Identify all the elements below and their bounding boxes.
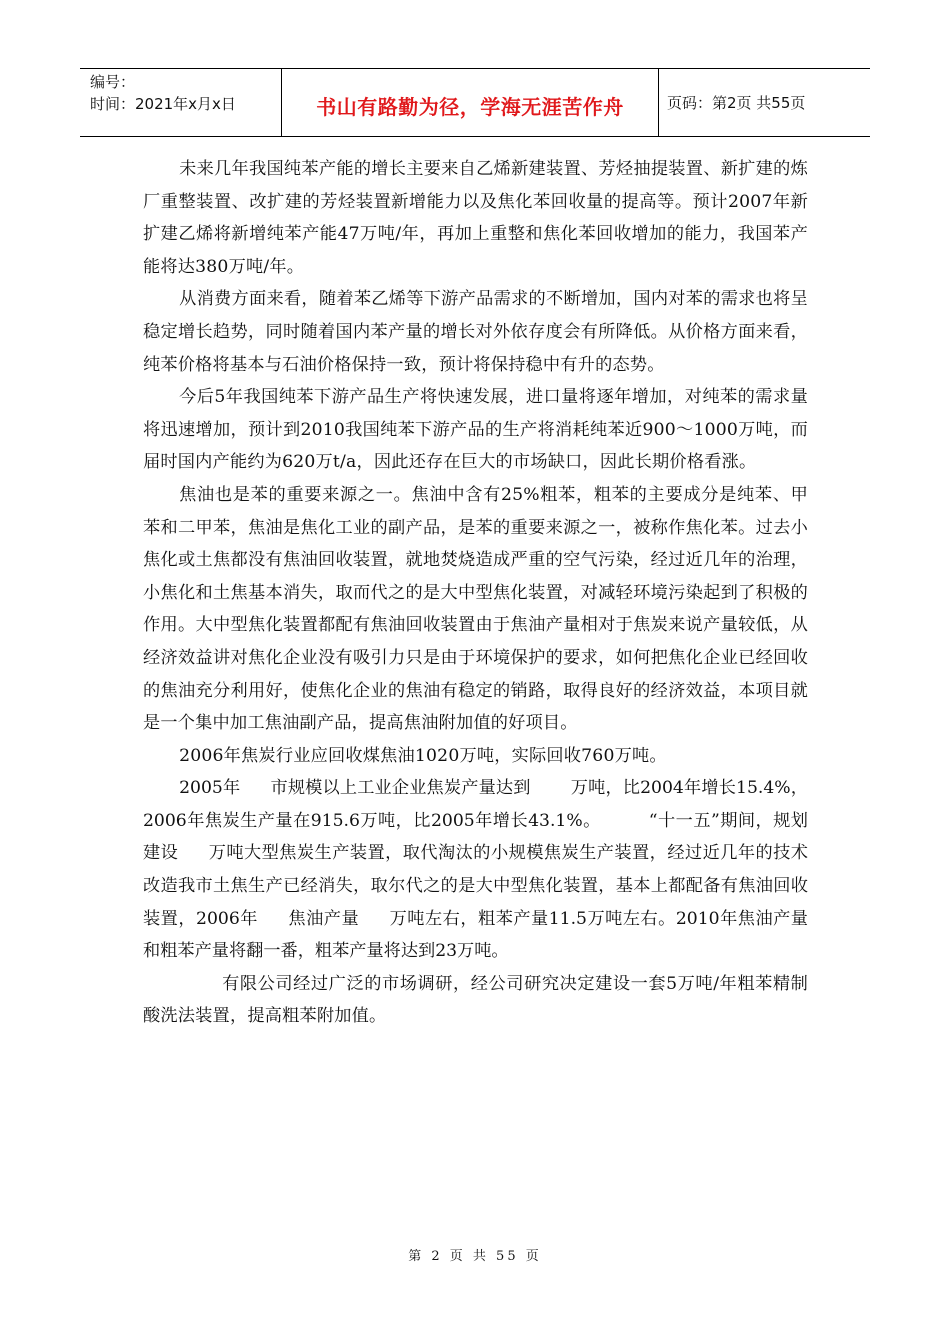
paragraph-downstream: 今后5年我国纯苯下游产品生产将快速发展，进口量将逐年增加，对纯苯的需求量将迅速增加，预计到2010我国纯苯下游产品的生产将消耗纯苯近900～1000万吨，而届时国内产能约为620万t/a，因此还存在巨大的市场缺口，因此长期价格看涨。 bbox=[143, 387, 808, 473]
page-info: 页码：第2页 共55页 bbox=[667, 94, 806, 112]
header-meta-cell bbox=[80, 69, 282, 136]
paragraph-tar: 焦油也是苯的重要来源之一。焦油中含有25%粗苯，粗苯的主要成分是纯苯、甲苯和二甲苯，焦油是焦化工业的副产品，是苯的重要来源之一，被称作焦化苯。过去小焦化或土焦都没有焦油回收装置，就地焚烧造成严重的空气污染，经过近几年的治理，小焦化和土焦基本消失，取而代之的是大中型焦化装置，对减轻环境污染起到了积极的作用。大中型焦化装置都配有焦油回收装置由于焦油产量相对于焦炭来说产量较低，从经济效益讲对焦化企业没有吸引力只是由于环境保护的要求，如何把焦化企业已经回收的焦油充分利用好，使焦化企业的焦油有稳定的销路，取得良好的经济效益，本项目就是一个集中加工焦油副产品，提高焦油附加值的好项目。 bbox=[143, 484, 808, 734]
time-label: 时间：2021年x月x日 bbox=[90, 95, 236, 113]
paragraph-capacity: 未来几年我国纯苯产能的增长主要来自乙烯新建装置、芳烃抽提装置、新扩建的炼厂重整装置、改扩建的芳烃装置新增能力以及焦化苯回收量的提高等。预计2007年新扩建乙烯将新增纯苯产能47万吨/年，再加上重整和焦化苯回收增加的能力，我国苯产能将达380万吨/年。 bbox=[143, 159, 808, 277]
text-segment: 有限公司经过广泛的市场调研，经公司研究决定建设一套5万吨/年粗苯精制酸洗法装置，提高粗苯附加值。 bbox=[143, 973, 808, 1027]
serial-label: 编号： bbox=[90, 73, 136, 91]
paragraph-consumption: 从消费方面来看，随着苯乙烯等下游产品需求的不断增加，国内对苯的需求也将呈稳定增长趋势，同时随着国内苯产量的增长对外依存度会有所降低。从价格方面来看，纯苯价格将基本与石油价格保持一致，预计将保持稳中有升的态势。 bbox=[143, 289, 808, 375]
document-body bbox=[143, 153, 808, 1033]
document-header bbox=[80, 68, 870, 137]
header-page-cell bbox=[659, 69, 870, 136]
text-segment: 市规模以上工业企业焦炭产量达到 bbox=[270, 778, 531, 799]
motto: 书山有路勤为径，学海无涯苦作舟 bbox=[316, 95, 624, 119]
header-motto-cell bbox=[282, 69, 659, 136]
text-segment: 焦油产量 bbox=[287, 908, 360, 929]
paragraph-2006-recovery: 2006年焦炭行业应回收煤焦油1020万吨，实际回收760万吨。 bbox=[179, 745, 667, 766]
text-segment: “十一五”期间，规划建设 bbox=[143, 810, 808, 864]
text-segment: 2005年 bbox=[179, 778, 241, 799]
text-segment: 万吨左右，粗苯产量11.5万吨左右。2010年焦油产量和粗苯产量将翻一番，粗苯产量将达到23万吨。 bbox=[143, 908, 808, 962]
paragraph-2005-production bbox=[143, 772, 808, 968]
text-segment: 万吨，比2004年增长15.4%，2006年焦炭生产量在915.6万吨，比2005年增长43.1%。 bbox=[143, 778, 808, 831]
paragraph-company bbox=[143, 968, 808, 1033]
page-footer: 第 2 页 共 55 页 bbox=[408, 1249, 542, 1264]
text-segment: 万吨大型焦炭生产装置，取代淘汰的小规模焦炭生产装置，经过近几年的技术改造我市土焦生产已经消失，取尔代之的是大中型焦化装置，基本上都配备有焦油回收装置，2006年 bbox=[143, 843, 808, 929]
